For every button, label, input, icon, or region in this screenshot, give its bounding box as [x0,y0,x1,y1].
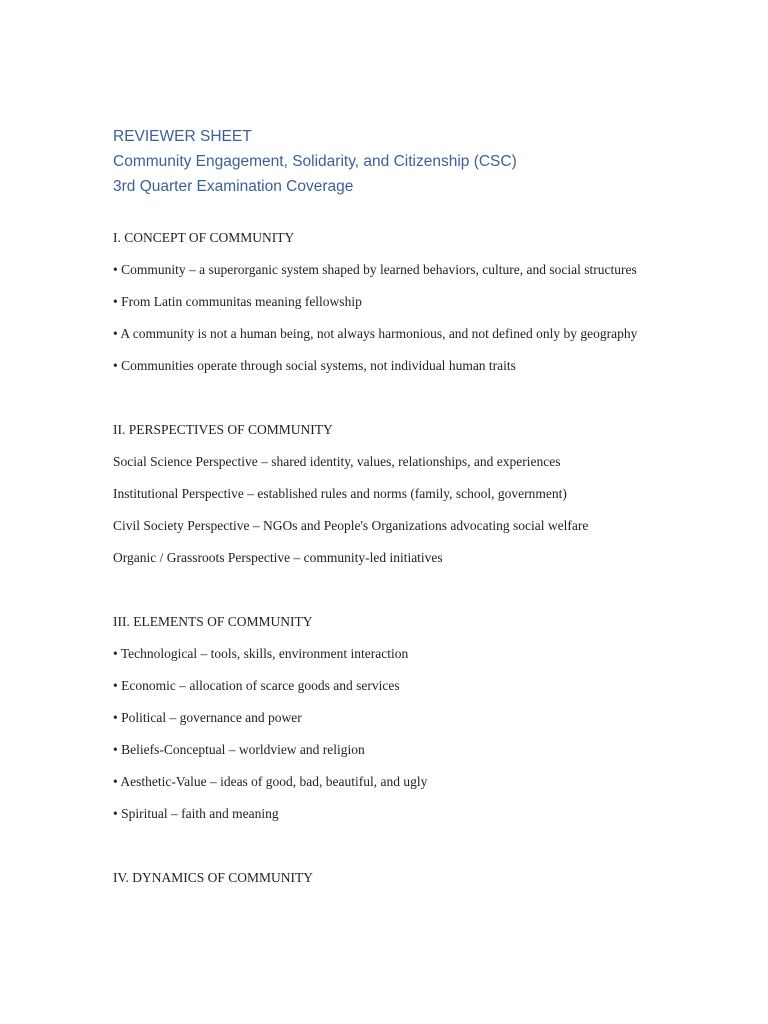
course-title: Community Engagement, Solidarity, and Citizenship (CSC) [113,153,517,170]
sheet-title: REVIEWER SHEET [113,128,252,145]
list-item: Civil Society Perspective – NGOs and People's Organizations advocating social welfare [113,518,589,533]
list-item: • Beliefs-Conceptual – worldview and religion [113,742,365,757]
list-item: Social Science Perspective – shared identity, values, relationships, and experiences [113,454,561,469]
section-heading-dynamics: IV. DYNAMICS OF COMMUNITY [113,870,314,885]
list-item: • From Latin communitas meaning fellowship [113,294,362,309]
coverage-title: 3rd Quarter Examination Coverage [113,178,354,195]
document-header [113,124,653,199]
section-heading-perspectives: II. PERSPECTIVES OF COMMUNITY [113,422,333,437]
list-item: • Spiritual – faith and meaning [113,806,279,821]
list-item: • Technological – tools, skills, environment interaction [113,646,409,661]
document-content [113,124,653,888]
list-item: Institutional Perspective – established rules and norms (family, school, government) [113,486,567,501]
list-item: Organic / Grassroots Perspective – community-led initiatives [113,550,443,565]
list-item: • Aesthetic-Value – ideas of good, bad, beautiful, and ugly [113,774,428,789]
list-item: • Communities operate through social systems, not individual human traits [113,358,516,373]
list-item: • Political – governance and power [113,710,302,725]
section-heading-elements: III. ELEMENTS OF COMMUNITY [113,614,313,629]
list-item: • Community – a superorganic system shaped by learned behaviors, culture, and social structures [113,262,637,277]
list-item: • Economic – allocation of scarce goods and services [113,678,400,693]
section-heading-concept: I. CONCEPT OF COMMUNITY [113,230,295,245]
list-item: • A community is not a human being, not always harmonious, and not defined only by geography [113,326,638,341]
